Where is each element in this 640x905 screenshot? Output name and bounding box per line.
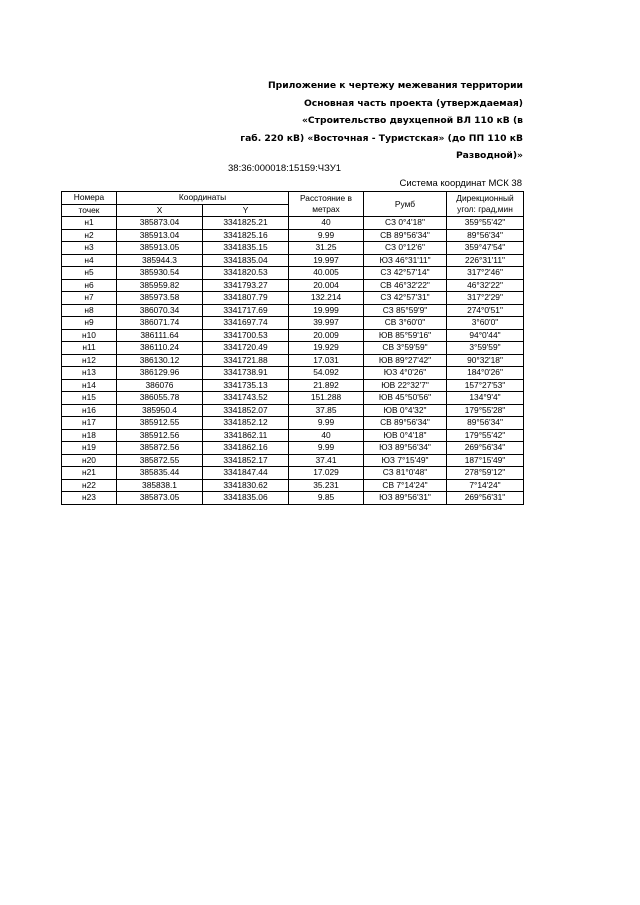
cell-x: 385912.55: [117, 417, 203, 430]
cell-x: 385913.05: [117, 242, 203, 255]
cell-point: н11: [62, 342, 117, 355]
cell-y: 3341735.13: [203, 379, 289, 392]
cell-y: 3341825.16: [203, 229, 289, 242]
cell-y: 3341793.27: [203, 279, 289, 292]
cell-azimuth: 317°2'46": [447, 267, 524, 280]
cell-distance: 9.99: [289, 417, 364, 430]
cell-rhumb: ЮВ 22°32'7": [364, 379, 447, 392]
cell-x: 386071.74: [117, 317, 203, 330]
cell-y: 3341852.07: [203, 404, 289, 417]
cell-point: н22: [62, 479, 117, 492]
cell-point: н3: [62, 242, 117, 255]
cell-rhumb: СЗ 85°59'9": [364, 304, 447, 317]
cell-y: 3341807.79: [203, 292, 289, 305]
cell-distance: 20.009: [289, 329, 364, 342]
cell-y: 3341852.12: [203, 417, 289, 430]
cell-azimuth: 187°15'49": [447, 454, 524, 467]
cell-point: н18: [62, 429, 117, 442]
coordinates-table: [61, 191, 524, 505]
table-row: [62, 379, 524, 392]
cell-x: 385930.54: [117, 267, 203, 280]
cell-distance: 54.092: [289, 367, 364, 380]
cell-point: н7: [62, 292, 117, 305]
cell-distance: 19.999: [289, 304, 364, 317]
table-row: [62, 354, 524, 367]
cell-azimuth: 269°56'34": [447, 442, 524, 455]
cell-rhumb: СВ 7°14'24": [364, 479, 447, 492]
cell-azimuth: 7°14'24": [447, 479, 524, 492]
cell-point: н9: [62, 317, 117, 330]
table-row: [62, 479, 524, 492]
cell-distance: 21.892: [289, 379, 364, 392]
cell-rhumb: СВ 89°56'34": [364, 229, 447, 242]
cell-y: 3341697.74: [203, 317, 289, 330]
cell-point: н16: [62, 404, 117, 417]
cell-point: н15: [62, 392, 117, 405]
cell-rhumb: ЮВ 85°59'16": [364, 329, 447, 342]
cell-rhumb: ЮЗ 46°31'11": [364, 254, 447, 267]
cell-x: 385872.56: [117, 442, 203, 455]
header-point-number: Номера: [62, 192, 117, 205]
table-row: [62, 467, 524, 480]
table-row: [62, 329, 524, 342]
cell-x: 385950.4: [117, 404, 203, 417]
cell-y: 3341820.53: [203, 267, 289, 280]
cell-y: 3341835.15: [203, 242, 289, 255]
cell-azimuth: 359°55'42": [447, 217, 524, 230]
cell-x: 386076: [117, 379, 203, 392]
cell-y: 3341847.44: [203, 467, 289, 480]
cell-distance: 37.85: [289, 404, 364, 417]
cell-rhumb: СЗ 42°57'31": [364, 292, 447, 305]
cell-distance: 35.231: [289, 479, 364, 492]
cell-x: 386070.34: [117, 304, 203, 317]
cell-distance: 19.997: [289, 254, 364, 267]
cell-distance: 37.41: [289, 454, 364, 467]
cell-y: 3341852.17: [203, 454, 289, 467]
cell-azimuth: 89°56'34": [447, 229, 524, 242]
cell-point: н5: [62, 267, 117, 280]
cell-x: 385835.44: [117, 467, 203, 480]
cell-distance: 40.005: [289, 267, 364, 280]
cell-rhumb: ЮВ 45°50'56": [364, 392, 447, 405]
cell-rhumb: СЗ 42°57'14": [364, 267, 447, 280]
cell-y: 3341830.62: [203, 479, 289, 492]
cell-distance: 151.288: [289, 392, 364, 405]
cell-azimuth: 157°27'53": [447, 379, 524, 392]
cell-distance: 9.85: [289, 492, 364, 505]
cell-x: 385873.05: [117, 492, 203, 505]
header-line: габ. 220 кВ) «Восточная - Туристская» (до ПП 110 кВ: [240, 132, 523, 144]
cell-distance: 17.029: [289, 467, 364, 480]
cell-y: 3341825.21: [203, 217, 289, 230]
cell-rhumb: ЮВ 0°4'18": [364, 429, 447, 442]
table-body: [62, 217, 524, 505]
cell-point: н12: [62, 354, 117, 367]
cell-y: 3341835.04: [203, 254, 289, 267]
header-azimuth: Дирекционный угол: град,мин: [447, 192, 524, 217]
cell-rhumb: ЮВ 89°27'42": [364, 354, 447, 367]
cell-point: н13: [62, 367, 117, 380]
cell-x: 385872.55: [117, 454, 203, 467]
cell-y: 3341743.52: [203, 392, 289, 405]
cell-y: 3341862.11: [203, 429, 289, 442]
cell-azimuth: 3°60'0": [447, 317, 524, 330]
header-line: Основная часть проекта (утверждаемая): [303, 97, 523, 109]
cell-distance: 132.214: [289, 292, 364, 305]
cell-distance: 20.004: [289, 279, 364, 292]
header-distance: Расстояние в метрах: [289, 192, 364, 217]
cell-distance: 9.99: [289, 442, 364, 455]
cell-azimuth: 184°0'26": [447, 367, 524, 380]
cell-rhumb: ЮЗ 4°0'26": [364, 367, 447, 380]
cell-distance: 17.031: [289, 354, 364, 367]
table-row: [62, 442, 524, 455]
cell-azimuth: 359°47'54": [447, 242, 524, 255]
cell-point: н1: [62, 217, 117, 230]
cell-y: 3341738.91: [203, 367, 289, 380]
cell-x: 385838.1: [117, 479, 203, 492]
table-row: [62, 404, 524, 417]
cell-rhumb: СВ 3°59'59": [364, 342, 447, 355]
table-row: [62, 229, 524, 242]
cell-azimuth: 46°32'22": [447, 279, 524, 292]
cell-x: 386110.24: [117, 342, 203, 355]
cell-point: н2: [62, 229, 117, 242]
header-point-number-cont: точек: [62, 204, 117, 217]
table-row: [62, 429, 524, 442]
cell-y: 3341835.06: [203, 492, 289, 505]
cell-y: 3341700.53: [203, 329, 289, 342]
table-row: [62, 217, 524, 230]
header-x: X: [117, 204, 203, 217]
table-row: [62, 242, 524, 255]
cell-y: 3341862.16: [203, 442, 289, 455]
cell-x: 385913.04: [117, 229, 203, 242]
cell-distance: 19.929: [289, 342, 364, 355]
header-y: Y: [203, 204, 289, 217]
cell-distance: 31.25: [289, 242, 364, 255]
cell-azimuth: 226°31'11": [447, 254, 524, 267]
cell-point: н10: [62, 329, 117, 342]
cell-azimuth: 179°55'42": [447, 429, 524, 442]
table-row: [62, 292, 524, 305]
header-line: Разводной)»: [455, 150, 523, 162]
cell-rhumb: ЮЗ 89°56'34": [364, 442, 447, 455]
cadastral-number: 38:36:000018:15159:ЧЗУ1: [228, 163, 342, 174]
cell-rhumb: СВ 46°32'22": [364, 279, 447, 292]
cell-x: 385912.56: [117, 429, 203, 442]
table-header-row: [62, 192, 524, 205]
cell-point: н4: [62, 254, 117, 267]
cell-point: н20: [62, 454, 117, 467]
cell-point: н17: [62, 417, 117, 430]
cell-point: н6: [62, 279, 117, 292]
cell-point: н21: [62, 467, 117, 480]
cell-azimuth: 3°59'59": [447, 342, 524, 355]
cell-distance: 40: [289, 217, 364, 230]
cell-x: 385944.3: [117, 254, 203, 267]
cell-azimuth: 317°2'29": [447, 292, 524, 305]
cell-rhumb: СЗ 81°0'48": [364, 467, 447, 480]
cell-point: н23: [62, 492, 117, 505]
cell-rhumb: ЮЗ 7°15'49": [364, 454, 447, 467]
cell-rhumb: СВ 3°60'0": [364, 317, 447, 330]
table-row: [62, 254, 524, 267]
cell-x: 386130.12: [117, 354, 203, 367]
cell-point: н19: [62, 442, 117, 455]
table-row: [62, 304, 524, 317]
cell-distance: 39.997: [289, 317, 364, 330]
header-line: Приложение к чертежу межевания территории: [267, 80, 523, 91]
cell-x: 385873.04: [117, 217, 203, 230]
cell-y: 3341717.69: [203, 304, 289, 317]
cell-azimuth: 278°59'12": [447, 467, 524, 480]
cell-azimuth: 179°55'28": [447, 404, 524, 417]
coordinate-system-label: Система координат МСК 38: [399, 178, 522, 189]
table-row: [62, 492, 524, 505]
cell-x: 385959.82: [117, 279, 203, 292]
header-rhumb: Румб: [364, 192, 447, 217]
cell-azimuth: 269°56'31": [447, 492, 524, 505]
table-row: [62, 317, 524, 330]
cell-distance: 40: [289, 429, 364, 442]
document-header: [193, 77, 523, 165]
cell-x: 385973.58: [117, 292, 203, 305]
cell-x: 386111.64: [117, 329, 203, 342]
header-coordinates: Координаты: [117, 192, 289, 205]
cell-rhumb: СЗ 0°4'18": [364, 217, 447, 230]
cell-point: н8: [62, 304, 117, 317]
table-row: [62, 417, 524, 430]
cell-y: 3341720.49: [203, 342, 289, 355]
table-row: [62, 454, 524, 467]
cell-rhumb: СВ 89°56'34": [364, 417, 447, 430]
cell-rhumb: ЮЗ 89°56'31": [364, 492, 447, 505]
cell-rhumb: СЗ 0°12'6": [364, 242, 447, 255]
cell-azimuth: 90°32'18": [447, 354, 524, 367]
table-row: [62, 392, 524, 405]
cell-point: н14: [62, 379, 117, 392]
cell-x: 386129.96: [117, 367, 203, 380]
cell-azimuth: 89°56'34": [447, 417, 524, 430]
cell-azimuth: 134°9'4": [447, 392, 524, 405]
cell-x: 386055.78: [117, 392, 203, 405]
header-line: «Строительство двухцепной ВЛ 110 кВ (в: [301, 115, 523, 127]
table-row: [62, 279, 524, 292]
cell-rhumb: ЮВ 0°4'32": [364, 404, 447, 417]
table-row: [62, 367, 524, 380]
table-row: [62, 342, 524, 355]
table-row: [62, 267, 524, 280]
cell-azimuth: 94°0'44": [447, 329, 524, 342]
cell-azimuth: 274°0'51": [447, 304, 524, 317]
cell-y: 3341721.88: [203, 354, 289, 367]
cell-distance: 9.99: [289, 229, 364, 242]
